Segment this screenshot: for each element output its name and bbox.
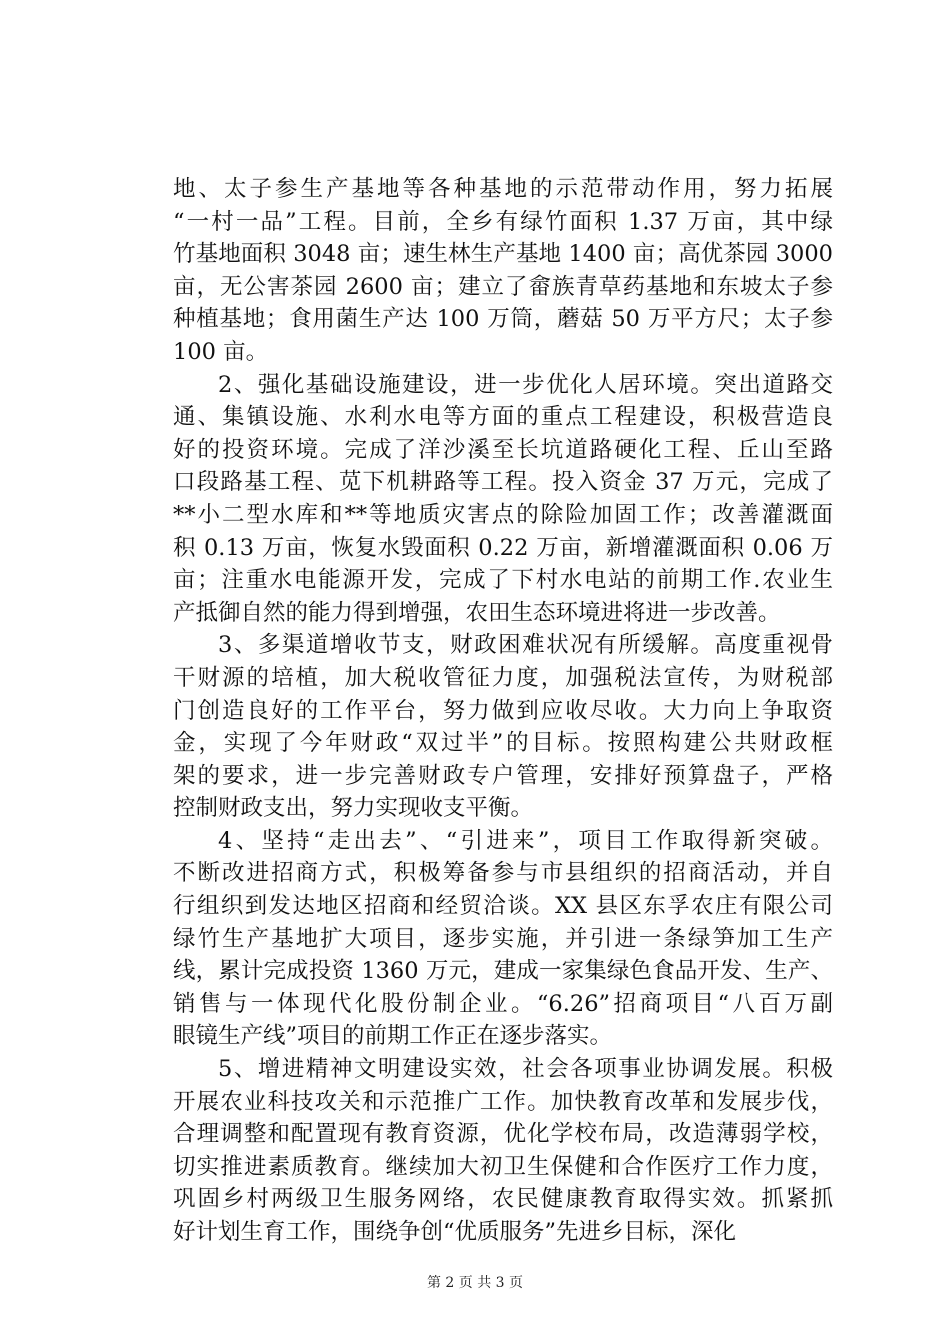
text-line: 行组织到发达地区招商和经贸洽谈。XX 县区东孚农庄有限公司 <box>173 893 833 920</box>
text-line: 亩；注重水电能源开发，完成了下村水电站的前期工作.农业生 <box>173 567 833 594</box>
text-line: 门创造良好的工作平台，努力做到应收尽收。大力向上争取资 <box>173 697 833 724</box>
text-line: 好的投资环境。完成了洋沙溪至长坑道路硬化工程、丘山至路 <box>173 436 833 463</box>
text-line: 金，实现了今年财政“双过半”的目标。按照构建公共财政框 <box>173 730 833 757</box>
text-line: 4、坚持“走出去”、“引进来”，项目工作取得新突破。 <box>218 827 833 854</box>
text-line: **小二型水库和**等地质灾害点的除险加固工作；改善灌溉面 <box>173 501 833 528</box>
paragraph <box>173 825 833 1053</box>
page-number-footer: 第 2 页 共 3 页 <box>426 1275 524 1291</box>
text-line: 地、太子参生产基地等各种基地的示范带动作用，努力拓展 <box>173 176 833 202</box>
text-line: 口段路基工程、苋下机耕路等工程。投入资金 37 万元，完成了 <box>173 469 833 496</box>
text-line: 3、多渠道增收节支，财政困难状况有所缓解。高度重视骨 <box>218 632 833 659</box>
paragraph <box>173 369 833 630</box>
text-line: 100 亩。 <box>173 338 269 365</box>
text-line: 产抵御自然的能力得到增强，农田生态环境进将进一步改善。 <box>173 599 781 626</box>
text-line: 绿竹生产基地扩大项目，逐步实施，并引进一条绿笋加工生产 <box>173 925 833 952</box>
text-line: 不断改进招商方式，积极筹备参与市县组织的招商活动，并自 <box>173 860 833 887</box>
text-line: 开展农业科技攻关和示范推广工作。加快教育改革和发展步伐， <box>173 1088 833 1115</box>
text-line: 销售与一体现代化股份制企业。“6.26”招商项目“八百万副 <box>173 990 833 1017</box>
text-line: 亩，无公害茶园 2600 亩；建立了畲族青草药基地和东坡太子参 <box>173 273 833 300</box>
text-line: 种植基地；食用菌生产达 100 万筒，蘑菇 50 万平方尺；太子参 <box>173 306 833 333</box>
paragraph <box>173 1053 833 1249</box>
text-line: “一村一品”工程。目前，全乡有绿竹面积 1.37 万亩，其中绿 <box>173 208 833 235</box>
text-line: 好计划生育工作，围绕争创“优质服务”先进乡目标，深化 <box>173 1219 737 1245</box>
text-line: 巩固乡村两级卫生服务网络，农民健康教育取得实效。抓紧抓 <box>173 1186 833 1213</box>
paragraph <box>173 173 833 369</box>
text-line: 控制财政支出，努力实现收支平衡。 <box>173 795 534 822</box>
text-line: 通、集镇设施、水利水电等方面的重点工程建设，积极营造良 <box>173 404 833 431</box>
text-line: 眼镜生产线”项目的前期工作正在逐步落实。 <box>173 1023 613 1050</box>
text-line: 线，累计完成投资 1360 万元，建成一家集绿色食品开发、生产、 <box>173 958 833 985</box>
text-line: 5、增进精神文明建设实效，社会各项事业协调发展。积极 <box>218 1056 833 1083</box>
paragraph <box>173 629 833 825</box>
text-line: 合理调整和配置现有教育资源，优化学校布局，改造薄弱学校， <box>173 1121 833 1148</box>
text-line: 架的要求，进一步完善财政专户管理，安排好预算盘子，严格 <box>173 762 833 789</box>
text-line: 竹基地面积 3048 亩；速生林生产基地 1400 亩；高优茶园 3000 <box>173 241 833 268</box>
text-line: 干财源的培植，加大税收管征力度，加强税法宣传，为财税部 <box>173 664 833 691</box>
text-line: 切实推进素质教育。继续加大初卫生保健和合作医疗工作力度， <box>173 1153 833 1180</box>
text-line: 2、强化基础设施建设，进一步优化人居环境。突出道路交 <box>218 371 833 398</box>
text-line: 积 0.13 万亩，恢复水毁面积 0.22 万亩，新增灌溉面积 0.06 万 <box>173 534 833 561</box>
document-body <box>173 173 833 1249</box>
